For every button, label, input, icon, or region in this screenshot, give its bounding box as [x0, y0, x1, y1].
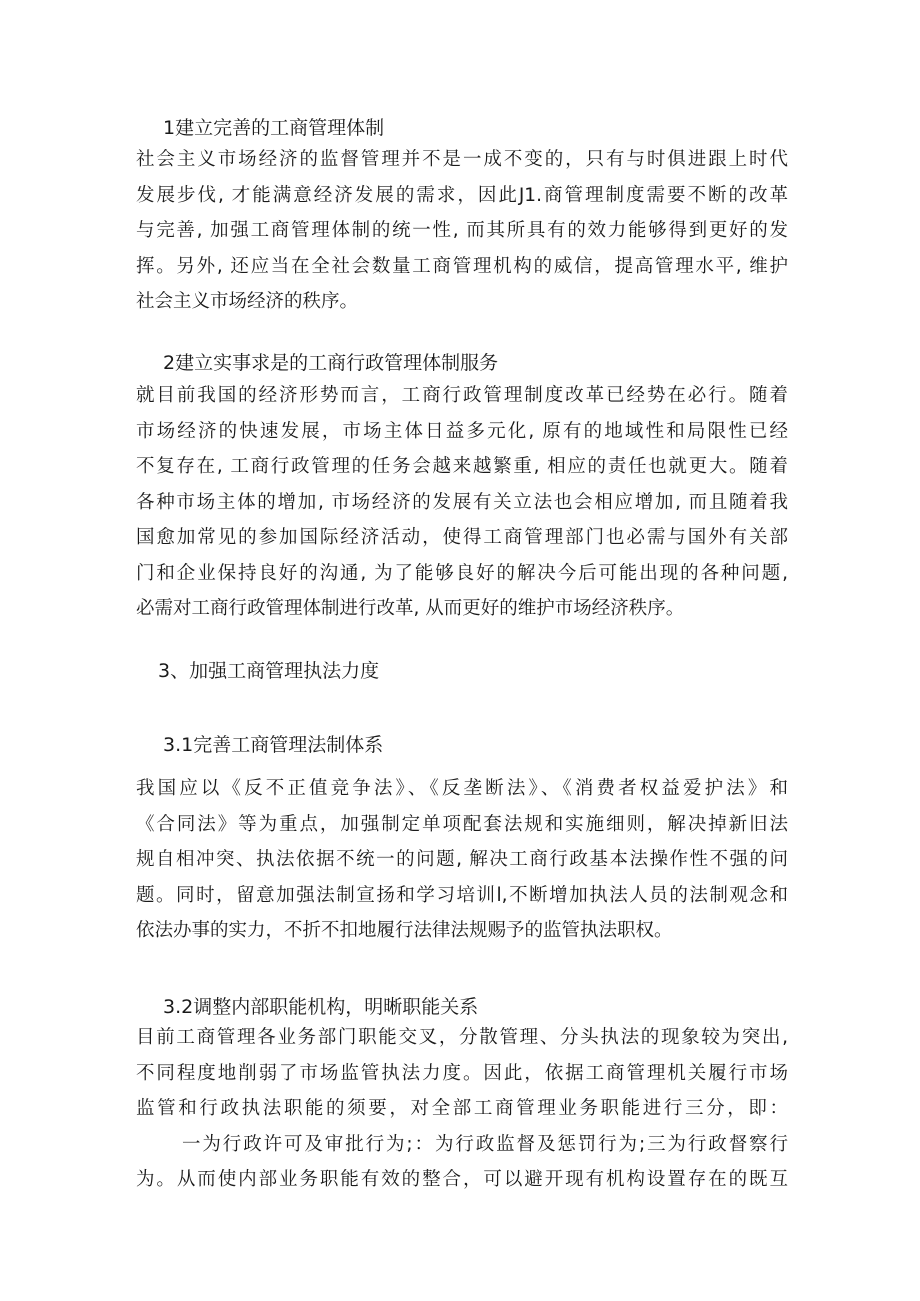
- section-2-paragraph: [136, 378, 788, 627]
- paragraph-line: 题。同时，留意加强法制宣扬和学习培训l,不断增加执法人员的法制观念和: [136, 884, 788, 906]
- paragraph-line: 国愈加常见的参加国际经济活动，使得工商管理部门也必需与国外有关部: [136, 527, 788, 548]
- section-3-1-heading: 3.1完善工商管理法制体系: [163, 734, 384, 756]
- section-2-heading: 2建立实事求是的工商行政管理体制服务: [163, 352, 499, 374]
- paragraph-line: 我国应以《反不正值竞争法》、《反垄断法》、《消费者权益爱护法》和: [136, 778, 788, 799]
- paragraph-line: 各种市场主体的增加, 市场经济的发展有关立法也会相应增加, 而且随着我: [136, 491, 788, 513]
- paragraph-line: 门和企业保持良好的沟通, 为了能够良好的解决今后可能出现的各种问题,: [136, 562, 788, 584]
- paragraph-line: 监管和行政执法职能的须要，对全部工商管理业务职能进行三分，即：: [136, 1098, 788, 1119]
- paragraph-line: 不同程度地削弱了市场监管执法力度。因此，依据工商管理机关履行市场: [136, 1062, 788, 1084]
- paragraph-line: 必需对工商行政管理体制进行改革, 从而更好的维护市场经济秩序。: [136, 598, 685, 619]
- section-1-paragraph: [136, 142, 788, 320]
- paragraph-line: 与完善, 加强工商管理体制的统一性, 而其所具有的效力能够得到更好的发: [136, 220, 788, 241]
- paragraph-line: 《合同法》等为重点，加强制定单项配套法规和实施细则，解决掉新旧法: [136, 813, 788, 835]
- section-1-heading: 1建立完善的工商管理体制: [163, 117, 385, 139]
- section-3-heading: 3、加强工商管理执法力度: [158, 660, 380, 682]
- section-3-2-heading: 3.2调整内部职能机构，明晰职能关系: [163, 996, 479, 1018]
- paragraph-line: 为。从而使内部业务职能有效的整合，可以避开现有机构设置存在的既互: [136, 1169, 788, 1190]
- paragraph-line: 依法办事的实力，不折不扣地履行法律法规赐予的监管执法职权。: [136, 920, 673, 941]
- paragraph-line: 不复存在, 工商行政管理的任务会越来越繁重, 相应的责任也就更大。随着: [136, 456, 788, 477]
- paragraph-line: 挥。另外, 还应当在全社会数量工商管理机构的威信，提高管理水平, 维护: [136, 255, 788, 277]
- paragraph-line: 规自相冲突、执法依据不统一的问题, 解决工商行政基本法操作性不强的问: [136, 849, 788, 870]
- paragraph-line: 市场经济的快速发展，市场主体日益多元化, 原有的地域性和局限性已经: [136, 420, 788, 442]
- paragraph-line: 一为行政许可及审批行为;：为行政监督及惩罚行为;三为行政督察行: [182, 1133, 788, 1155]
- paragraph-line: 目前工商管理各业务部门职能交叉，分散管理、分头执法的现象较为突出,: [136, 1027, 788, 1048]
- paragraph-line: 社会主义市场经济的秩序。: [136, 291, 359, 312]
- paragraph-line: 社会主义市场经济的监督管理并不是一成不变的，只有与时俱进跟上时代: [136, 149, 788, 170]
- section-3-2-paragraph: [136, 1020, 788, 1198]
- section-3-1-paragraph: [136, 771, 788, 949]
- paragraph-line: 发展步伐, 才能满意经济发展的需求，因此J1.商管理制度需要不断的改革: [136, 184, 788, 206]
- paragraph-line: 就目前我国的经济形势而言，工商行政管理制度改革已经势在必行。随着: [136, 385, 788, 406]
